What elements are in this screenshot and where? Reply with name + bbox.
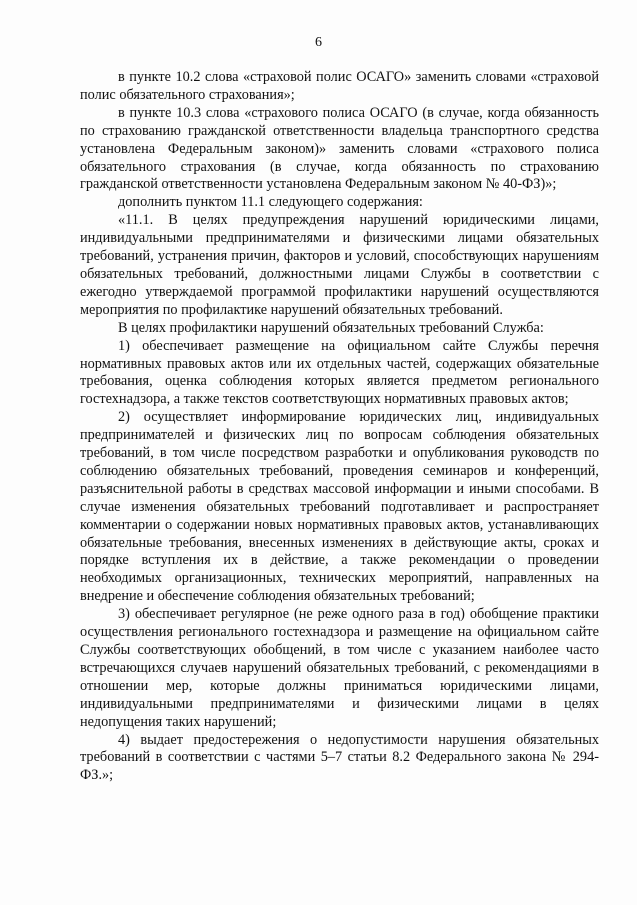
- paragraph-item-10-3-amendment: в пункте 10.3 слова «страхового полиса ОСАГО (в случае, когда обязанность по страхованию гражданской ответственности владельца транспортного средства установлена Федеральным законом)» заменить словами «страхового полиса обязательного страхования (в случае, когда обязанность по страхованию гражданской ответственности установлена Федеральным законом № 40-ФЗ)»;: [80, 104, 599, 193]
- paragraph-item-10-2-amendment: в пункте 10.2 слова «страховой полис ОСАГО» заменить словами «страховой полис обязательного страхования»;: [80, 69, 599, 103]
- paragraph-list-item-1: 1) обеспечивает размещение на официальном сайте Службы перечня нормативных правовых актов или их отдельных частей, содержащих обязательные требования, оценка соблюдения которых является предметом регионального гостехнадзора, а также текстов соответствующих нормативных правовых актов;: [80, 337, 599, 408]
- paragraph-list-item-4: 4) выдает предостережения о недопустимости нарушения обязательных требований в соответствии с частями 5–7 статьи 8.2 Федерального закона № 294-ФЗ.»;: [80, 731, 599, 784]
- paragraph-list-item-3: 3) обеспечивает регулярное (не реже одного раза в год) обобщение практики осуществления регионального гостехнадзора и размещение на официальном сайте Службы соответствующих обобщений, в том числе с указанием наиболее часто встречающихся случаев нарушений обязательных требований, с рекомендациями в отношении мер, которые должны приниматься юридическими лицами, индивидуальными предпринимателями и физическими лицами в целях недопущения таких нарушений;: [80, 606, 599, 730]
- paragraph-prevention-intro: В целях профилактики нарушений обязательных требований Служба:: [118, 319, 544, 336]
- paragraph-list-item-2: 2) осуществляет информирование юридических лиц, индивидуальных предпринимателей и физических лиц по вопросам соблюдения обязательных требований, в том числе посредством разработки и опубликования руководств по соблюдению обязательных требований, проведения семинаров и конференций, разъяснительной работы в средствах массовой информации и иными способами. В случае изменения обязательных требований подготавливает и распространяет комментарии о содержании новых нормативных правовых актов, устанавливающих обязательные требования, внесенных изменениях в действующие акты, сроках и порядке вступления их в действие, а также рекомендации о проведении необходимых организационных, технических мероприятий, направленных на внедрение и обеспечение соблюдения обязательных требований;: [80, 409, 599, 605]
- page-number: 6: [315, 35, 322, 50]
- document-body: [80, 69, 599, 785]
- paragraph-add-item-11-1: дополнить пунктом 11.1 следующего содержания:: [118, 194, 423, 211]
- paragraph-item-11-1-text: «11.1. В целях предупреждения нарушений юридическими лицами, индивидуальными предпринимателями и физическими лицами обязательных требований, устранения причин, факторов и условий, способствующих нарушениям обязательных требований, должностными лицами Службы в соответствии с ежегодно утверждаемой программой профилактики нарушений осуществляются мероприятия по профилактике нарушений обязательных требований.: [80, 212, 599, 318]
